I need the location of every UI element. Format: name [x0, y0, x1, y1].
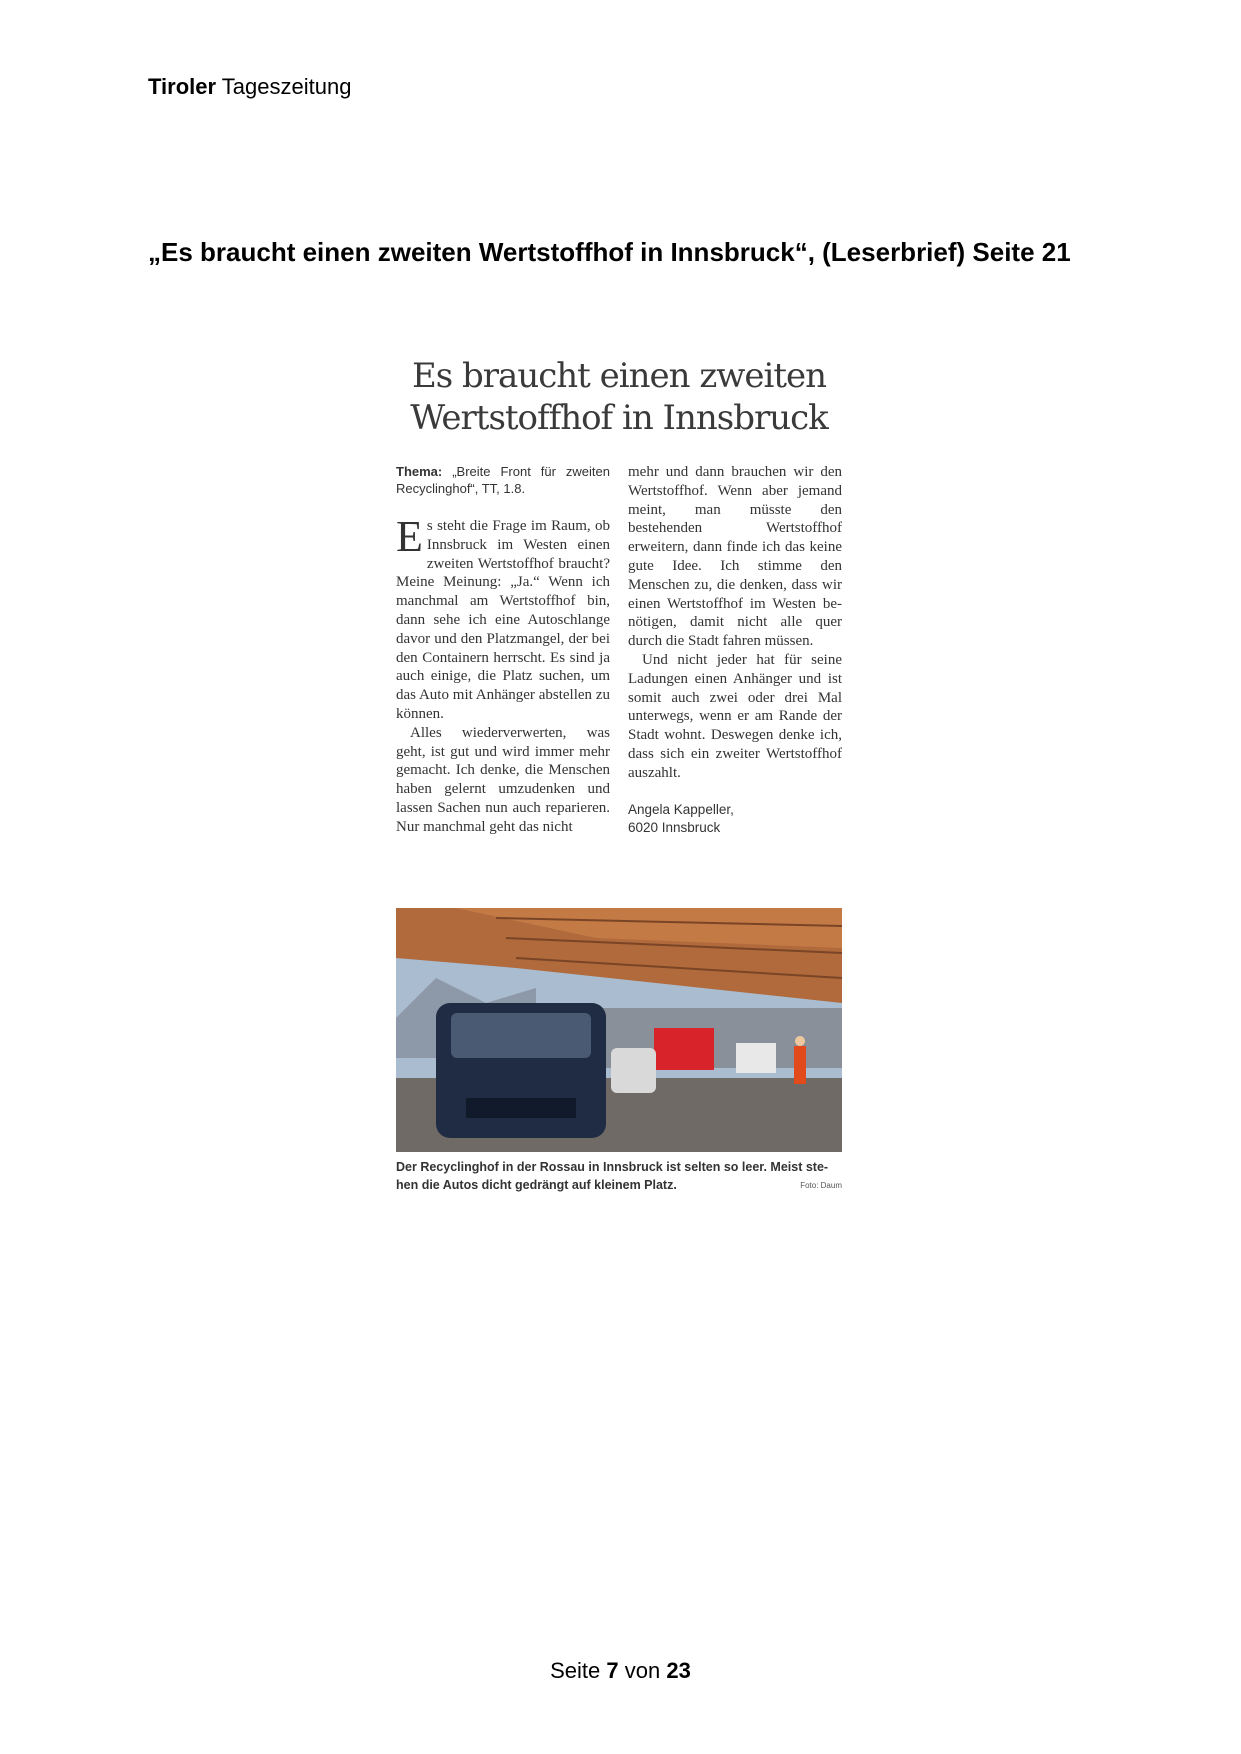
thema-label: Thema:: [396, 464, 443, 479]
article-column-right: [628, 463, 842, 837]
paragraph-text: s steht die Frage im Raum, ob Innsbruck im Westen einen zweiten Wertstoffhof braucht? Meine Meinung: „Ja.“ Wenn ich manchmal am Wertstoffhof bin, dann sehe ich eine Autoschlange davor und den Platzmangel, der bei den Containern herrscht. Es sind ja auch einige, die Platz suchen, um das Auto mit Anhänger abstellen zu können.: [396, 518, 610, 722]
drop-cap: E: [396, 512, 423, 561]
photo-credit: Foto: Daum: [800, 1181, 842, 1190]
author-place: 6020 Innsbruck: [628, 819, 721, 835]
caption-text: Der Recyclinghof in der Rossau in Innsbruck ist selten so leer. Meist stehen die Autos dicht gedrängt auf kleinem Platz.: [396, 1160, 829, 1192]
photo-caption: [396, 1158, 842, 1194]
page-number: [0, 1658, 1241, 1684]
total-pages: 23: [666, 1658, 691, 1683]
paragraph: [396, 512, 610, 724]
author-signature: [628, 801, 842, 837]
page-prefix: Seite: [550, 1658, 601, 1683]
thema-text: „Breite Front für zweiten Recyclinghof“, TT, 1.8.: [396, 464, 610, 496]
newspaper-clipping: [396, 355, 842, 1192]
headline-line: Es braucht einen zweiten: [411, 356, 827, 396]
headline-line: Wertstoffhof in Innsbruck: [410, 398, 828, 438]
author-name: Angela Kappeller,: [628, 801, 734, 817]
thema-line: [396, 463, 610, 497]
paragraph: mehr und dann brauchen wir den Wertstoffhof. Wenn aber jemand meint, man müsste den bestehenden Wertstoffhof erweitern, dann finde ich das keine gute Idee. Ich stimme den Menschen zu, die denken, dass wir einen Wertstoffhof im Westen benötigen, damit nicht alle quer durch die Stadt fahren müssen.: [628, 464, 842, 650]
paragraph: Und nicht jeder hat für seine Ladungen einen Anhänger und ist somit auch zwei oder drei Mal unterwegs, wenn er am Rande der Stadt wohnt. Deswegen denke ich, dass sich ein zweiter Wertstoffhof auszahlt.: [628, 651, 842, 781]
publication-name: [148, 74, 351, 100]
publication-bold: Tiroler: [148, 74, 217, 99]
recycling-yard-photo: [396, 908, 842, 1152]
article-headline: [396, 355, 842, 439]
publication-rest: Tageszeitung: [221, 74, 352, 99]
paragraph: Alles wiederverwerten, was geht, ist gut und wird immer mehr gemacht. Ich denke, die Menschen haben gelernt umzudenken und lassen Sachen nun auch reparieren. Nur manchmal geht das nicht: [396, 724, 610, 835]
document-title: „Es braucht einen zweiten Wertstoffhof in Innsbruck“, (Leserbrief) Seite 21: [148, 237, 1071, 267]
current-page: 7: [606, 1658, 619, 1683]
article-column-left: [396, 463, 610, 837]
photo-illustration: [396, 908, 842, 1152]
page-of: von: [624, 1658, 661, 1683]
